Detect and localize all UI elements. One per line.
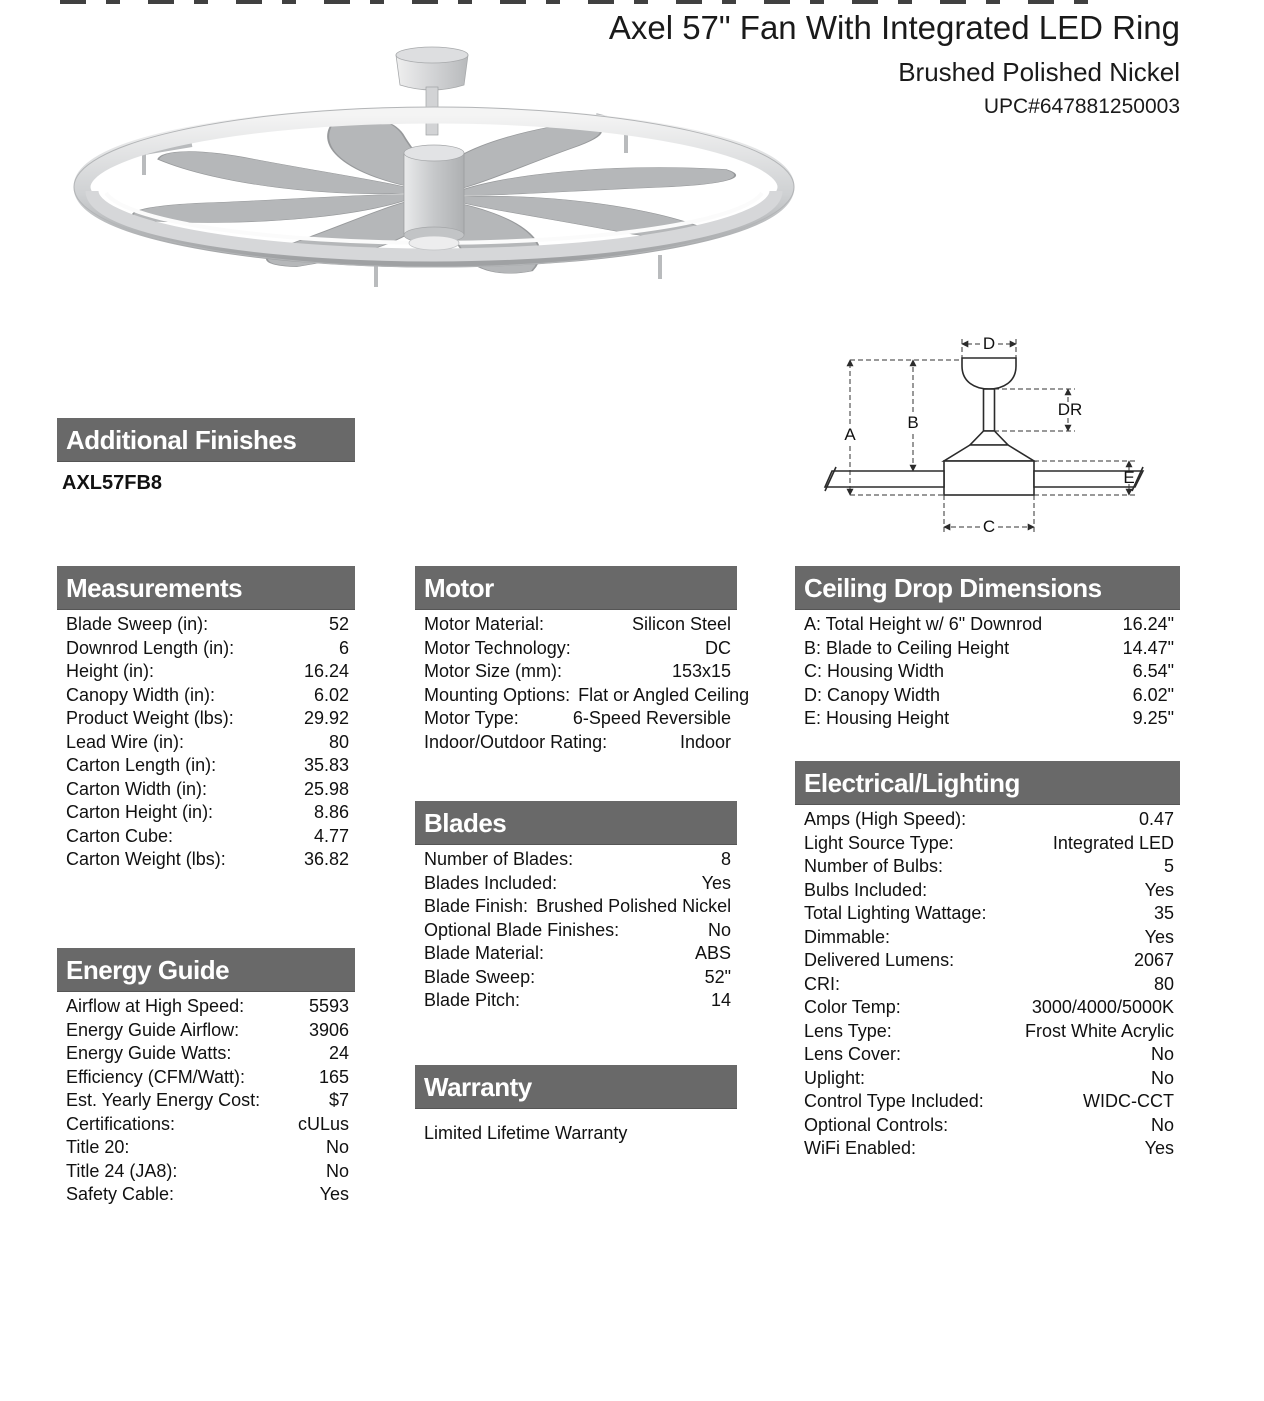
spec-value: 25.98 [303,778,349,799]
spec-value: 9.25" [1132,708,1174,728]
spec-value: Silicon Steel [631,614,731,634]
spec-row [57,731,355,755]
fan-outline [825,358,1143,495]
spec-value: 14 [710,990,731,1010]
spec-label: Product Weight (lbs): [66,708,234,728]
spec-label: Carton Width (in): [66,778,208,799]
spec-row [795,1020,1180,1044]
spec-value: Brushed Polished Nickel [536,896,732,916]
spec-row [57,707,355,731]
spec-value: Flat or Angled Ceiling [578,684,750,705]
spec-value: No [325,1160,349,1181]
spec-row [57,1042,355,1066]
spec-label: Safety Cable: [66,1184,175,1204]
spec-row [57,778,355,802]
spec-value: DC [705,637,731,658]
spec-value: Yes [1144,879,1174,900]
warranty-text: Limited Lifetime Warranty [424,1123,628,1143]
spec-row [415,872,737,896]
spec-label: Lead Wire (in): [66,731,185,752]
spec-label: Energy Guide Airflow: [66,1019,240,1040]
spec-value: 36.82 [303,849,349,869]
spec-row [57,1019,355,1043]
spec-label: E: Housing Height [804,708,950,728]
ceiling-drop-rows [795,613,1180,731]
spec-value: 6.02" [1132,684,1174,705]
spec-row [795,1114,1180,1138]
spec-value: 0.47 [1138,809,1174,829]
spec-row [795,637,1180,661]
warranty-header: Warranty [415,1065,737,1109]
spec-label: Lens Cover: [804,1044,902,1064]
spec-label: Title 20: [66,1137,130,1157]
energy-guide-rows [57,995,355,1207]
spec-value: 16.24" [1122,614,1174,634]
additional-finishes-header: Additional Finishes [57,418,355,462]
spec-value: 14.47" [1122,637,1174,658]
motor-header: Motor [415,566,737,610]
motor-rows [415,613,750,754]
spec-value: 3906 [308,1019,349,1040]
spec-value: 6-Speed Reversible [572,708,731,728]
spec-value: 6.02 [313,684,349,705]
spec-value: 153x15 [671,661,731,681]
spec-value: 35.83 [303,755,349,775]
spec-value: 5593 [308,996,349,1016]
spec-row [415,637,737,661]
spec-row [795,973,1180,997]
spec-label: Est. Yearly Energy Cost: [66,1090,261,1110]
spec-value: 2067 [1133,950,1174,970]
spec-value: Yes [319,1184,349,1204]
spec-row [415,684,750,708]
spec-value: ABS [694,943,731,963]
spec-row [795,949,1180,973]
spec-label: C: Housing Width [804,661,945,681]
spec-label: Height (in): [66,661,155,681]
spec-row [57,684,355,708]
measurements-header: Measurements [57,566,355,610]
spec-label: Amps (High Speed): [804,809,967,829]
spec-row [795,707,1180,731]
spec-row [57,1066,355,1090]
product-title: Axel 57" Fan With Integrated LED Ring [608,9,1180,46]
spec-row [795,808,1180,832]
dim-label-a: A [844,425,856,444]
canopy [396,47,468,90]
spec-row [57,754,355,778]
spec-value: cULus [297,1113,349,1134]
spec-value: Integrated LED [1052,832,1174,853]
spec-row [795,1043,1180,1067]
spec-value: 6.54" [1132,661,1174,681]
spec-row [415,848,737,872]
spec-value: 24 [328,1043,349,1063]
spec-row [57,848,355,872]
spec-value: 80 [1153,973,1174,994]
spec-row [415,731,737,755]
spec-label: Blade Finish: [424,896,529,916]
spec-label: Uplight: [804,1067,866,1088]
spec-value: $7 [328,1090,349,1110]
spec-row [415,613,737,637]
dim-label-c: C [982,517,996,536]
spec-row [57,1160,355,1184]
spec-label: Control Type Included: [804,1091,984,1111]
electrical-header: Electrical/Lighting [795,761,1180,805]
spec-label: CRI: [804,973,840,994]
warranty-section [415,1065,737,1145]
spec-label: Number of Blades: [424,849,574,869]
spec-label: D: Canopy Width [804,684,941,705]
spec-label: Motor Type: [424,708,519,728]
spec-label: Number of Bulbs: [804,856,944,876]
spec-value: WIDC-CCT [1083,1091,1174,1111]
energy-guide-section [57,948,355,1207]
spec-value: 8.86 [313,802,349,822]
spec-value: No [707,919,731,940]
blades-rows [415,848,737,1013]
spec-row [57,660,355,684]
spec-row [57,1089,355,1113]
ceiling-drop-header: Ceiling Drop Dimensions [795,566,1180,610]
motor-hub [404,145,464,250]
spec-label: Efficiency (CFM/Watt): [66,1066,246,1087]
spec-label: Light Source Type: [804,832,954,853]
spec-row [57,825,355,849]
spec-row [415,707,737,731]
spec-row [795,684,1180,708]
spec-value: 165 [318,1066,349,1087]
spec-label: Carton Weight (lbs): [66,849,226,869]
spec-label: Motor Material: [424,614,545,634]
spec-label: Blades Included: [424,872,558,893]
spec-value: Yes [701,872,731,893]
spec-label: Optional Blade Finishes: [424,919,620,940]
spec-label: Total Lighting Wattage: [804,903,987,923]
product-finish: Brushed Polished Nickel [898,57,1180,87]
spec-value: 16.24 [303,661,349,681]
spec-label: Blade Pitch: [424,990,521,1010]
spec-value: 4.77 [313,825,349,846]
finish-code: AXL57FB8 [62,472,163,494]
spec-label: Motor Technology: [424,637,571,658]
spec-row [795,832,1180,856]
spec-label: Blade Material: [424,943,545,963]
spec-value: Frost White Acrylic [1024,1020,1174,1041]
spec-label: Downrod Length (in): [66,637,235,658]
title-block [609,8,1180,119]
spec-value: 6 [338,637,349,658]
spec-value: No [1150,1067,1174,1088]
product-upc: UPC#647881250003 [983,95,1180,118]
spec-row [57,613,355,637]
spec-row [795,1067,1180,1091]
spec-value: 52" [704,966,731,987]
spec-row [795,613,1180,637]
spec-row [415,942,737,966]
electrical-section [795,761,1180,1161]
spec-label: Canopy Width (in): [66,684,216,705]
spec-label: Indoor/Outdoor Rating: [424,731,608,752]
spec-row [57,995,355,1019]
electrical-rows [795,808,1180,1161]
spec-row [415,989,737,1013]
spec-value: No [1150,1114,1174,1135]
spec-value: 35 [1153,903,1174,923]
motor-section [415,566,750,754]
measurements-section [57,566,355,872]
dimension-diagram [812,330,1152,550]
spec-label: Title 24 (JA8): [66,1160,178,1181]
spec-label: B: Blade to Ceiling Height [804,637,1010,658]
dim-label-b: B [907,413,919,432]
spec-label: Delivered Lumens: [804,950,955,970]
spec-value: 5 [1163,856,1174,876]
energy-guide-header: Energy Guide [57,948,355,992]
ceiling-drop-section [795,566,1180,731]
spec-label: Optional Controls: [804,1114,949,1135]
spec-row [795,1090,1180,1114]
spec-value: Yes [1144,1138,1174,1158]
spec-label: Carton Cube: [66,825,174,846]
spec-row [57,1183,355,1207]
dim-label-d: D [982,334,996,353]
spec-label: Lens Type: [804,1020,892,1041]
spec-value: 3000/4000/5000K [1031,997,1174,1017]
spec-label: WiFi Enabled: [804,1138,917,1158]
spec-row [415,660,737,684]
spec-row [57,1113,355,1137]
spec-label: Color Temp: [804,997,901,1017]
blades-section [415,801,737,1013]
spec-row [57,1136,355,1160]
measurements-rows [57,613,355,872]
spec-label: Motor Size (mm): [424,661,563,681]
spec-row [795,879,1180,903]
spec-label: Airflow at High Speed: [66,996,245,1016]
spec-value: 8 [720,849,731,869]
spec-value: 80 [328,731,349,752]
spec-label: Mounting Options: [424,684,571,705]
spec-label: Blade Sweep (in): [66,614,209,634]
spec-value: No [325,1137,349,1157]
spec-value: Indoor [679,731,731,752]
spec-value: No [1150,1044,1174,1064]
spec-label: Carton Height (in): [66,802,214,822]
spec-row [415,919,737,943]
spec-label: Carton Length (in): [66,755,217,775]
spec-value: 52 [328,614,349,634]
spec-row [795,926,1180,950]
spec-row [415,966,737,990]
blades-header: Blades [415,801,737,845]
spec-row [795,660,1180,684]
spec-label: Dimmable: [804,926,891,947]
additional-finishes-section [57,418,355,495]
cropped-text-artifact [60,0,1090,4]
dim-label-e: E [1123,468,1135,487]
spec-label: Blade Sweep: [424,966,536,987]
spec-row [795,902,1180,926]
spec-label: Energy Guide Watts: [66,1043,232,1063]
spec-label: A: Total Height w/ 6" Downrod [804,614,1043,634]
spec-label: Certifications: [66,1113,176,1134]
spec-value: Yes [1144,926,1174,947]
spec-row [57,801,355,825]
spec-row [57,637,355,661]
spec-row [415,895,737,919]
spec-label: Bulbs Included: [804,879,928,900]
spec-row [795,1137,1180,1161]
spec-row [795,996,1180,1020]
spec-row [795,855,1180,879]
spec-value: 29.92 [303,708,349,728]
dim-label-dr: DR [1057,400,1083,419]
